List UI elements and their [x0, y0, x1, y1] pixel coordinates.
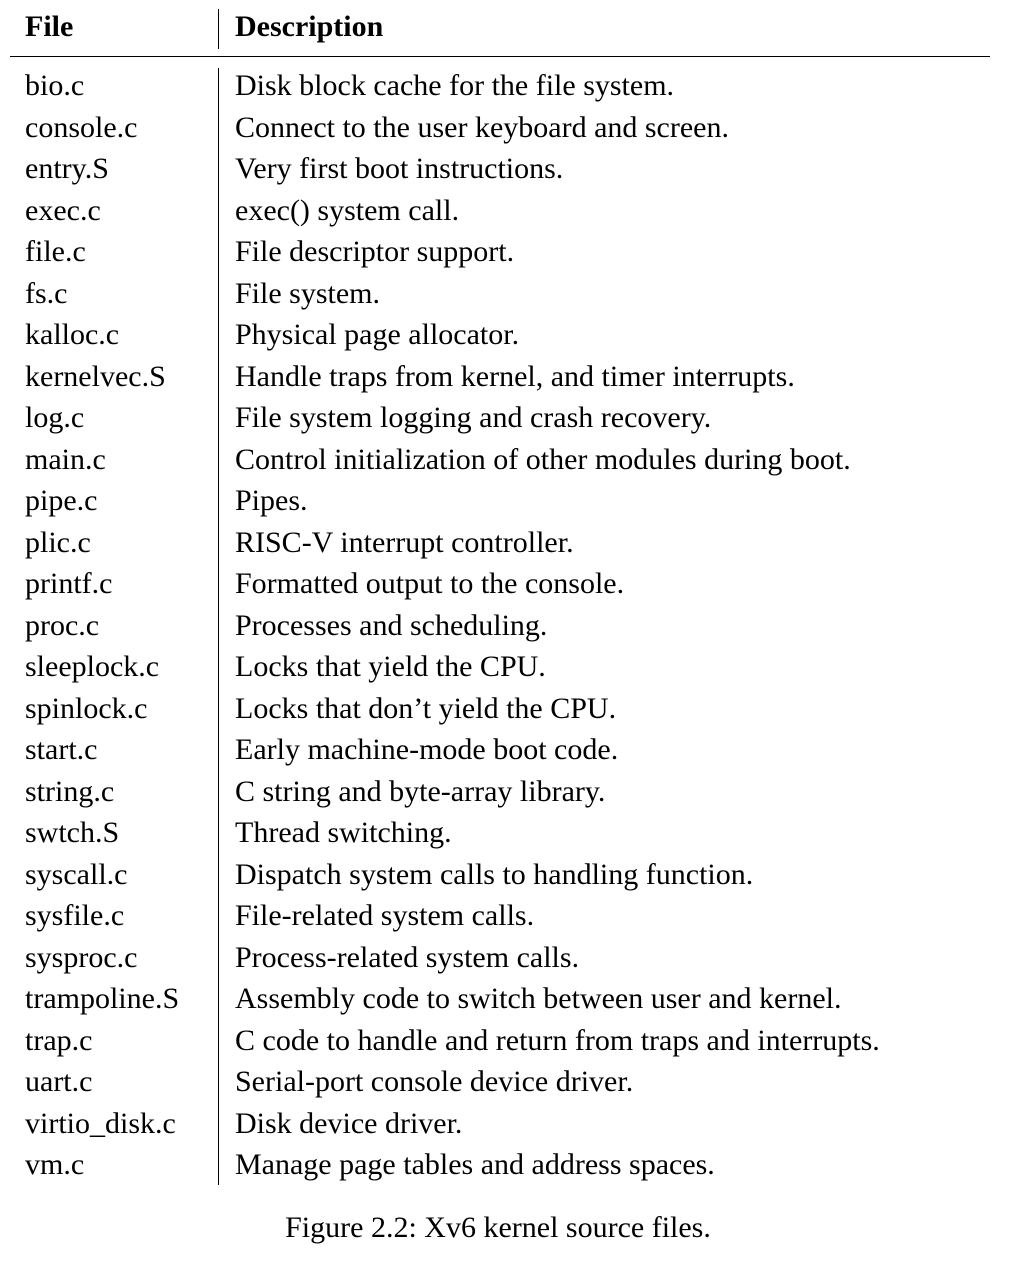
description-cell: Pipes. — [235, 484, 308, 517]
table-row — [10, 688, 990, 730]
table-row — [10, 439, 990, 481]
column-header-file: File — [25, 10, 74, 43]
file-name-cell: fs.c — [25, 276, 68, 310]
file-name-cell: vm.c — [25, 1148, 85, 1181]
description-cell: Locks that don’t yield the CPU. — [235, 691, 617, 725]
file-name-cell: virtio_disk.c — [25, 1106, 176, 1140]
file-name-cell: start.c — [25, 733, 98, 766]
file-name-cell: string.c — [25, 774, 115, 808]
table-row — [10, 978, 990, 1020]
description-cell: Disk block cache for the file system. — [235, 69, 675, 102]
table-row — [10, 148, 990, 190]
table-row — [10, 1061, 990, 1103]
column-header-description: Description — [235, 10, 384, 43]
table-row — [10, 895, 990, 937]
table-row — [10, 1103, 990, 1145]
file-name-cell: console.c — [25, 110, 138, 144]
file-name-cell: pipe.c — [25, 484, 98, 517]
table-row — [10, 397, 990, 439]
description-cell: Processes and scheduling. — [235, 608, 548, 642]
table-row — [10, 563, 990, 605]
table-row — [10, 314, 990, 356]
file-name-cell: swtch.S — [25, 816, 120, 849]
file-name-cell: sysfile.c — [25, 899, 125, 932]
file-name-cell: bio.c — [25, 69, 85, 102]
description-cell: Thread switching. — [235, 816, 452, 849]
table-row — [10, 231, 990, 273]
description-cell: Control initialization of other modules during boot. — [235, 442, 851, 476]
file-name-cell: exec.c — [25, 193, 101, 227]
table-row — [10, 771, 990, 813]
description-cell: Handle traps from kernel, and timer interrupts. — [235, 359, 795, 393]
description-cell: Disk device driver. — [235, 1106, 463, 1140]
file-name-cell: kalloc.c — [25, 318, 120, 351]
file-name-cell: spinlock.c — [25, 691, 148, 725]
file-name-cell: sysproc.c — [25, 940, 138, 974]
description-cell: Process-related system calls. — [235, 940, 580, 974]
file-name-cell: trampoline.S — [25, 982, 180, 1015]
file-name-cell: sleeplock.c — [25, 650, 160, 683]
table-row — [10, 646, 990, 688]
description-cell: File system logging and crash recovery. — [235, 401, 712, 434]
description-cell: Very first boot instructions. — [235, 152, 564, 185]
file-name-cell: main.c — [25, 442, 106, 476]
table-row — [10, 605, 990, 647]
table-row — [10, 107, 990, 149]
table-row — [10, 65, 990, 107]
file-name-cell: proc.c — [25, 608, 100, 642]
header-rule — [10, 56, 990, 57]
header-column-divider — [218, 9, 219, 49]
description-cell: File-related system calls. — [235, 899, 535, 932]
table-row — [10, 480, 990, 522]
table-row — [10, 190, 990, 232]
description-cell: Assembly code to switch between user and kernel. — [235, 982, 842, 1015]
description-cell: Dispatch system calls to handling function. — [235, 857, 754, 891]
file-name-cell: entry.S — [25, 152, 109, 185]
table-row — [10, 1144, 990, 1186]
description-cell: File descriptor support. — [235, 235, 515, 268]
file-name-cell: printf.c — [25, 567, 113, 600]
table-row — [10, 812, 990, 854]
table-row — [10, 854, 990, 896]
file-name-cell: kernelvec.S — [25, 359, 166, 393]
table-body — [10, 65, 990, 1186]
table-row — [10, 273, 990, 315]
file-name-cell: plic.c — [25, 525, 91, 559]
description-cell: Manage page tables and address spaces. — [235, 1148, 715, 1181]
table-row — [10, 729, 990, 771]
description-cell: C code to handle and return from traps and interrupts. — [235, 1023, 880, 1057]
file-name-cell: uart.c — [25, 1065, 93, 1098]
description-cell: C string and byte-array library. — [235, 774, 606, 808]
description-cell: exec() system call. — [235, 193, 460, 227]
table-row — [10, 356, 990, 398]
file-name-cell: log.c — [25, 401, 85, 434]
file-name-cell: trap.c — [25, 1023, 93, 1057]
figure-caption: Figure 2.2: Xv6 kernel source files. — [285, 1211, 711, 1244]
description-cell: File system. — [235, 276, 381, 310]
file-name-cell: file.c — [25, 235, 86, 268]
description-cell: RISC-V interrupt controller. — [235, 525, 574, 559]
description-cell: Locks that yield the CPU. — [235, 650, 546, 683]
description-cell: Connect to the user keyboard and screen. — [235, 110, 729, 144]
table-row — [10, 1020, 990, 1062]
description-cell: Early machine-mode boot code. — [235, 733, 619, 766]
description-cell: Physical page allocator. — [235, 318, 520, 351]
table-row — [10, 522, 990, 564]
file-name-cell: syscall.c — [25, 857, 128, 891]
description-cell: Serial-port console device driver. — [235, 1065, 634, 1098]
description-cell: Formatted output to the console. — [235, 567, 625, 600]
table-row — [10, 937, 990, 979]
